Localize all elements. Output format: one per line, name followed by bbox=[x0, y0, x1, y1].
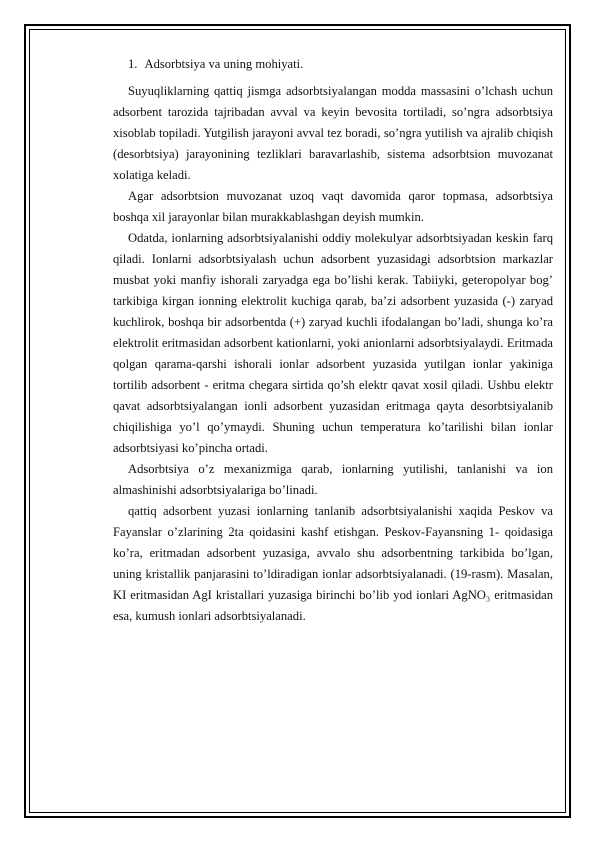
section-heading bbox=[113, 54, 553, 75]
section-title: Adsorbtsiya va uning mohiyati. bbox=[144, 57, 304, 71]
document-body bbox=[113, 54, 553, 627]
paragraph-5: qattiq adsorbent yuzasi ionlarning tanlanib adsorbtsiyalanishi xaqida Peskov va Fayanslar o’zlarining 2ta qoidasini kashf etishgan. Peskov-Fayansning 1- qoidasiga ko’ra, eritmadan adsorbent yuzasiga, avvalo shu adsorbentning tarkibida bo’lgan, uning kristallik panjarasini to’ldiradigan ionlar adsorbtsiyalanadi. (19-rasm). Masalan, KI eritmasidan AgI kristallari yuzasiga birinchi bo’lib yod ionlari AgNO₃ eritmasidan esa, kumush ionlari adsorbtsiyalanadi. bbox=[113, 504, 553, 623]
paragraph-4: Adsorbtsiya o’z mexanizmiga qarab, ionlarning yutilishi, tanlanishi va ion almashinishi adsorbtsiyalariga bo’linadi. bbox=[113, 462, 553, 497]
paragraph-2: Agar adsorbtsion muvozanat uzoq vaqt davomida qaror topmasa, adsorbtsiya boshqa xil jarayonlar bilan murakkablashgan deyish mumkin. bbox=[113, 189, 553, 224]
paragraph-1: Suyuqliklarning qattiq jismga adsorbtsiyalangan modda massasini o’lchash uchun adsorbent tarozida tajribadan avval va keyin bevosita tortiladi, so’ngra adsorbtsiya xisoblab topiladi. Yutgilish jarayoni avval tez boradi, so’ngra yutilish va ajralib chiqish (desorbtsiya) jarayonining tezliklari baravarlashib, sistema adsorbtsion muvozanat xolatiga keladi. bbox=[113, 84, 553, 182]
section-number: 1. bbox=[128, 57, 138, 71]
paragraph-3: Odatda, ionlarning adsorbtsiyalanishi oddiy molekulyar adsorbtsiyadan keskin farq qiladi. Ionlarni adsorbtsiyalash uchun adsorbent yuzasidagi adsorbtsion markazlar musbat yoki manfiy ishorali zaryadga ega bo’lishi kerak. Tabiiyki, geteropolyar bog’ tarkibiga kirgan ionning elektrolit kuchiga qarab, ba’zi adsorbent yuzasida (-) zaryad kuchlirok, boshqa bir adsorbentda (+) zaryad kuchli ifodalangan bo’ladi, shunga ko’ra elektrolit eritmasidan adsorbent kationlarni, yoki anionlarni adsorbtsiyalaydi. Eritmada qolgan qarama-qarshi ishorali ionlar adsorbent yuzasida yutilgan ionlar yakiniga tortilib adsorbent - eritma chegara sirtida qo’sh elektr qavat xosil qiladi. Ushbu elektr qavat adsorbtsiyalangan ionli adsorbent yuzasidan eritmaga qayta desorbtsiyalanib chiqilishiga yo’l qo’ymaydi. Shuning uchun temperatura ko’tarilishi bilan ionlar adsorbtsiyasi ko’pincha ortadi. bbox=[113, 231, 553, 455]
